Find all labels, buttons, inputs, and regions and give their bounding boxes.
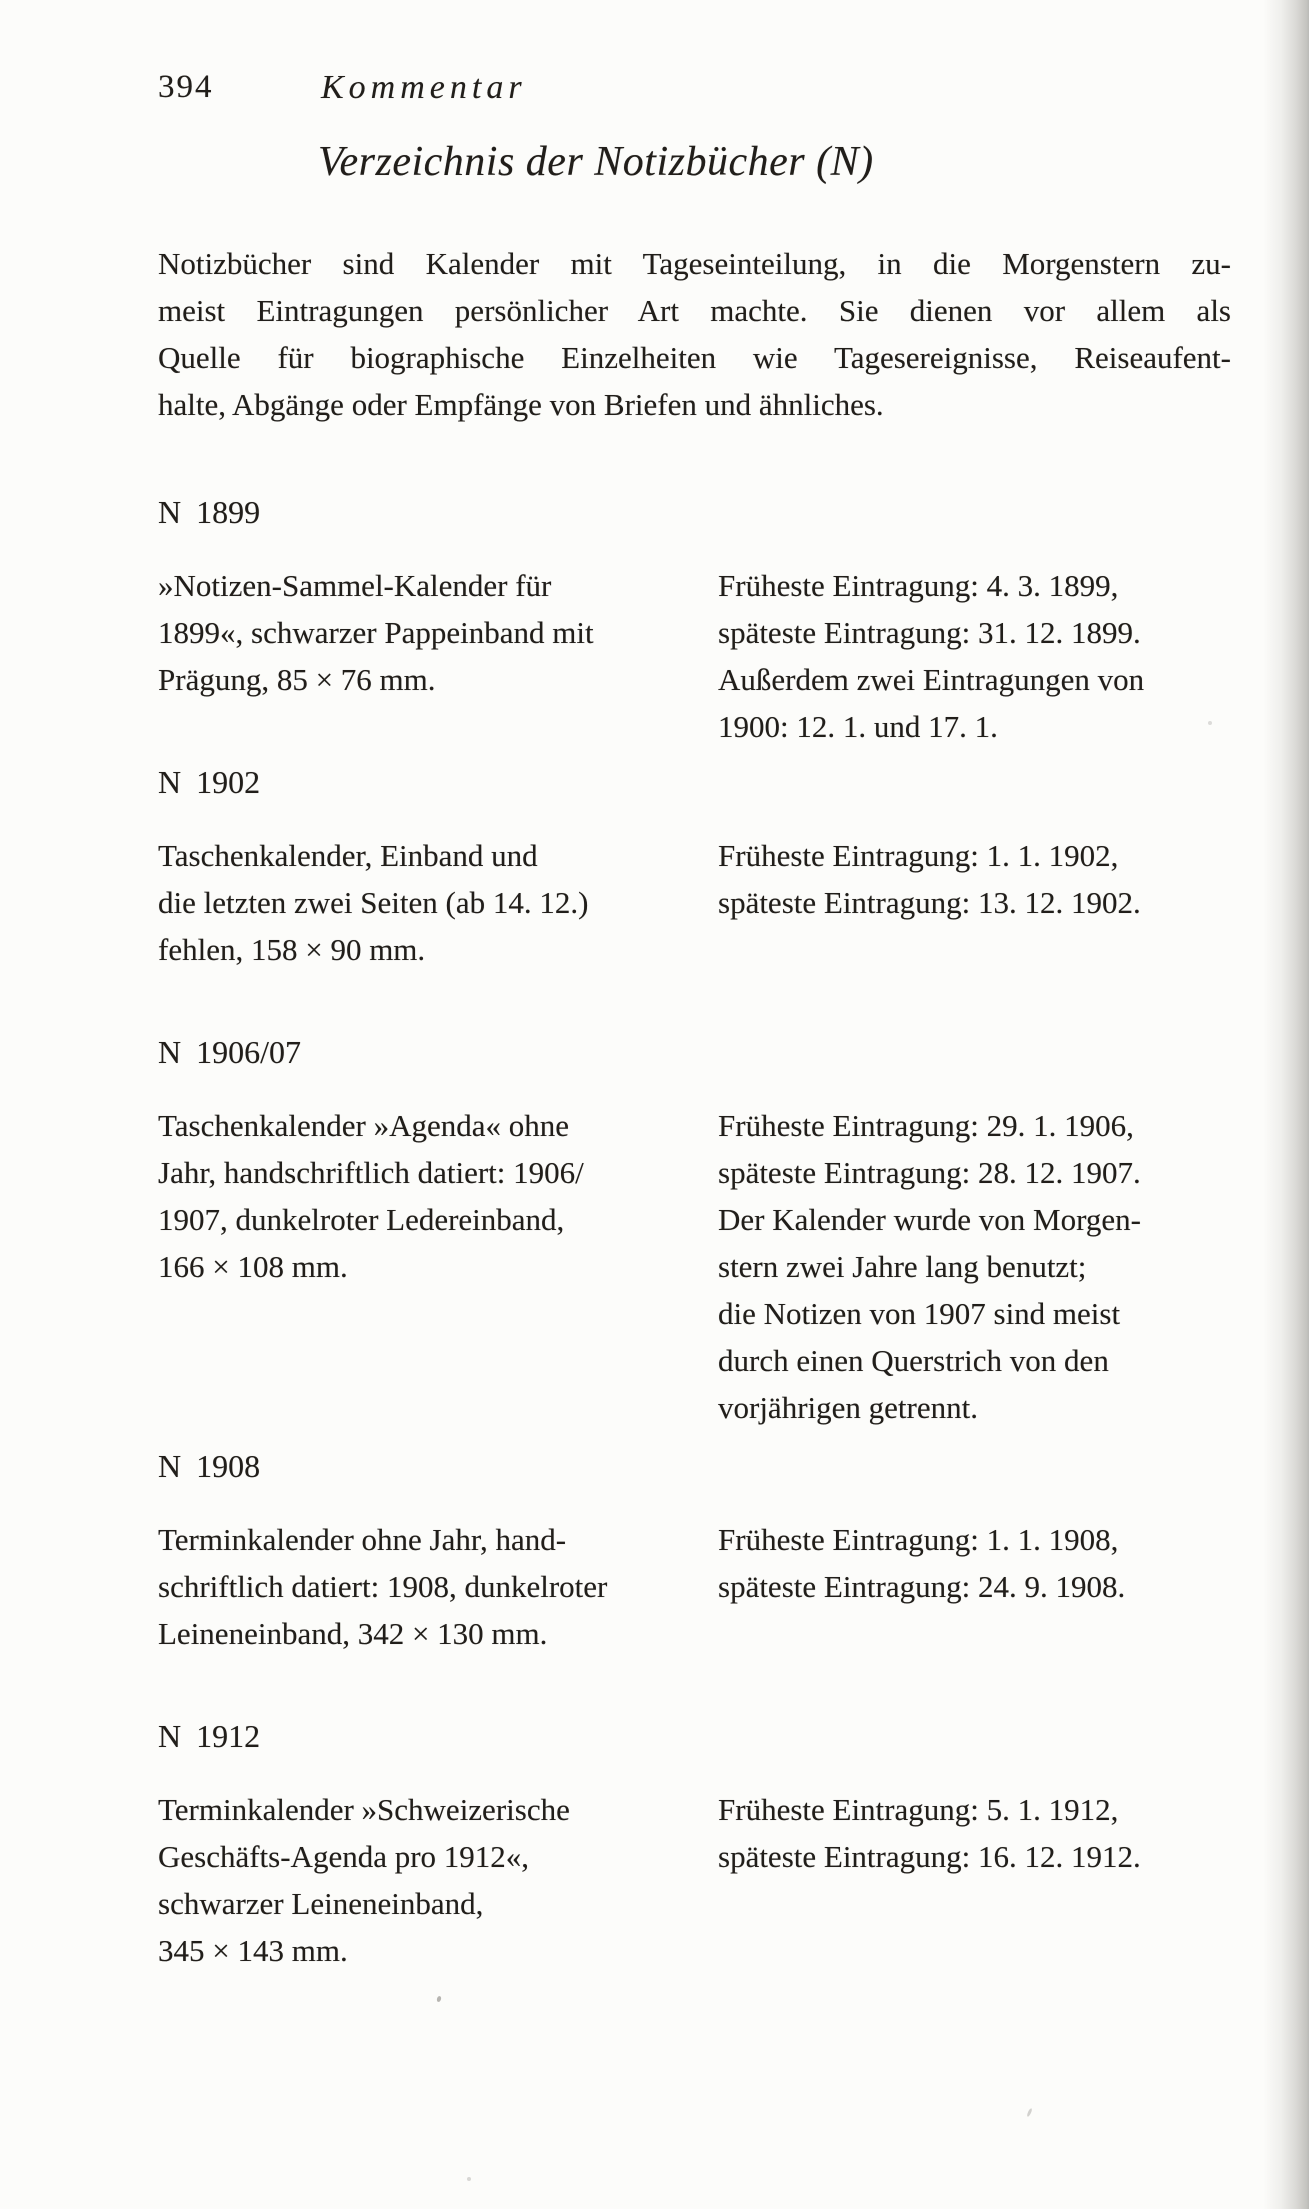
intro-line: Notizbücher sind Kalender mit Tageseinteilung, in die Morgenstern zu- — [158, 246, 1231, 281]
intro-line: Quelle für biographische Einzelheiten wie Tagesereignisse, Reiseaufent- — [158, 340, 1231, 375]
section-left-column — [158, 562, 693, 703]
text-line: Terminkalender »Schweizerische — [158, 1792, 570, 1827]
text-line: Jahr, handschriftlich datiert: 1906/ — [158, 1155, 584, 1190]
text-line: 1907, dunkelroter Ledereinband, — [158, 1202, 565, 1237]
text-line: späteste Eintragung: 16. 12. 1912. — [718, 1839, 1141, 1874]
intro-paragraph — [158, 240, 1231, 428]
text-line: Leineneinband, 342 × 130 mm. — [158, 1616, 548, 1651]
text-line: stern zwei Jahre lang benutzt; — [718, 1249, 1087, 1284]
section-n-1902 — [158, 759, 1233, 967]
text-line: schriftlich datiert: 1908, dunkelroter — [158, 1569, 608, 1604]
section-heading: N 1908 — [158, 1448, 261, 1484]
section-heading: N 1899 — [158, 494, 261, 530]
scan-speck — [436, 1996, 442, 2003]
text-line: Früheste Eintragung: 1. 1. 1902, — [718, 838, 1119, 873]
scan-speck — [1026, 2108, 1033, 2117]
text-line: späteste Eintragung: 24. 9. 1908. — [718, 1569, 1126, 1604]
text-line: 1900: 12. 1. und 17. 1. — [718, 709, 998, 744]
section-right-column — [718, 1102, 1233, 1431]
text-line: Taschenkalender, Einband und — [158, 838, 538, 873]
text-line: Terminkalender ohne Jahr, hand- — [158, 1522, 567, 1557]
intro-line: meist Eintragungen persönlicher Art machte. Sie dienen vor allem als — [158, 293, 1231, 328]
intro-line: halte, Abgänge oder Empfänge von Briefen und ähnliches. — [158, 387, 884, 422]
text-line: späteste Eintragung: 31. 12. 1899. — [718, 615, 1141, 650]
text-line: Früheste Eintragung: 29. 1. 1906, — [718, 1108, 1134, 1143]
text-line: Prägung, 85 × 76 mm. — [158, 662, 436, 697]
section-left-column — [158, 1786, 693, 1974]
text-line: fehlen, 158 × 90 mm. — [158, 932, 426, 967]
section-n-1906-07 — [158, 1029, 1233, 1425]
text-line: schwarzer Leineneinband, — [158, 1886, 484, 1921]
text-line: durch einen Querstrich von den — [718, 1343, 1109, 1378]
text-line: Früheste Eintragung: 1. 1. 1908, — [718, 1522, 1119, 1557]
scan-speck — [467, 2177, 471, 2181]
section-n-1899 — [158, 489, 1233, 744]
section-right-column — [718, 1786, 1233, 1880]
text-line: späteste Eintragung: 13. 12. 1902. — [718, 885, 1141, 920]
text-line: Früheste Eintragung: 4. 3. 1899, — [718, 568, 1119, 603]
text-line: vorjährigen getrennt. — [718, 1390, 978, 1425]
scan-edge-shadow — [1263, 0, 1309, 2209]
text-line: späteste Eintragung: 28. 12. 1907. — [718, 1155, 1141, 1190]
text-line: die Notizen von 1907 sind meist — [718, 1296, 1121, 1331]
text-line: 345 × 143 mm. — [158, 1933, 348, 1968]
text-line: Der Kalender wurde von Morgen- — [718, 1202, 1141, 1237]
text-line: Früheste Eintragung: 5. 1. 1912, — [718, 1792, 1119, 1827]
section-n-1912 — [158, 1713, 1233, 1968]
section-right-column — [718, 562, 1233, 750]
running-header — [158, 64, 1231, 111]
page-title: Verzeichnis der Notizbücher (N) — [318, 139, 874, 185]
section-heading: N 1912 — [158, 1718, 261, 1754]
running-head: Kommentar — [321, 69, 527, 106]
text-line: Geschäfts-Agenda pro 1912«, — [158, 1839, 530, 1874]
text-line: Außerdem zwei Eintragungen von — [718, 662, 1145, 697]
text-line: »Notizen-Sammel-Kalender für — [158, 568, 552, 603]
section-heading: N 1906/07 — [158, 1034, 301, 1070]
section-right-column — [718, 832, 1233, 926]
section-left-column — [158, 832, 693, 973]
section-left-column — [158, 1102, 693, 1290]
text-line: die letzten zwei Seiten (ab 14. 12.) — [158, 885, 589, 920]
text-line: 1899«, schwarzer Pappeinband mit — [158, 615, 594, 650]
section-heading: N 1902 — [158, 764, 261, 800]
section-n-1908 — [158, 1443, 1233, 1651]
page-number: 394 — [158, 69, 214, 105]
section-left-column — [158, 1516, 693, 1657]
text-line: 166 × 108 mm. — [158, 1249, 348, 1284]
text-line: Taschenkalender »Agenda« ohne — [158, 1108, 569, 1143]
section-right-column — [718, 1516, 1233, 1610]
